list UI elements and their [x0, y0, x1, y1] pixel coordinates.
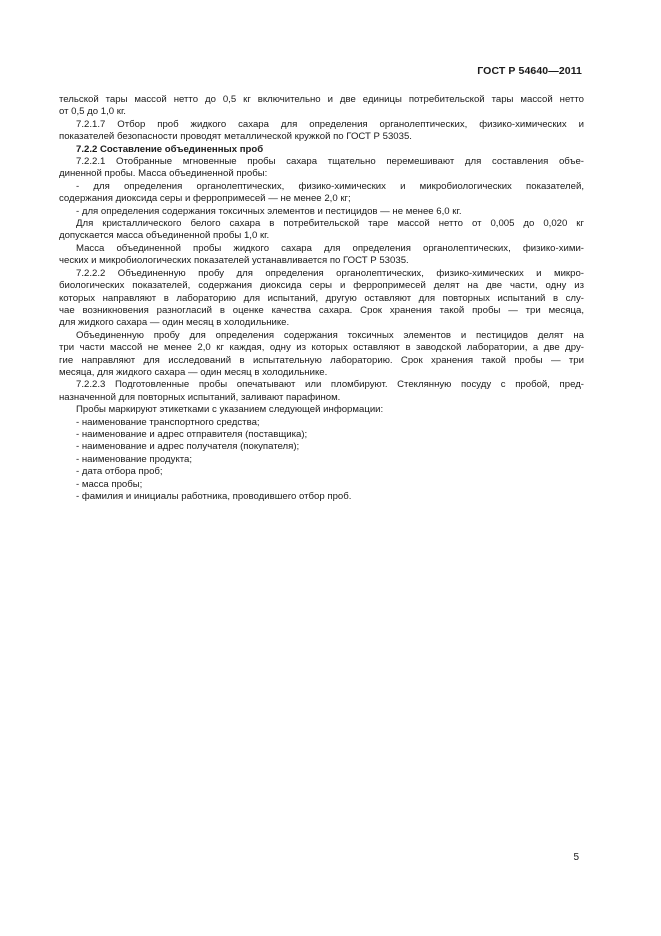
clause-7-2-2-2: 7.2.2.2 Объединенную пробу для определения органолептических, физико-химических и микро- — [76, 267, 584, 279]
clause-7-2-2-3: 7.2.2.3 Подготовленные пробы опечатывают или пломбируют. Стеклянную посуду с пробой, пред- — [76, 379, 584, 391]
list-item: - дата отбора проб; — [76, 466, 163, 478]
text-line: Пробы маркируют этикетками с указанием следующей информации: — [76, 404, 384, 416]
list-item: - наименование транспортного средства; — [76, 416, 260, 428]
clause-7-2-2-1: 7.2.2.1 Отобранные мгновенные пробы сахара тщательно перемешивают для составления объе- — [76, 156, 584, 168]
text-line: которых направляют в лабораторию для испытаний, другую оставляют для повторных испытаний в слу- — [59, 292, 584, 304]
text-line: содержания диоксида серы и ферропримесей — не менее 2,0 кг; — [59, 193, 351, 205]
text-line: ческих и микробиологических показателей устанавливается по ГОСТ Р 53035. — [59, 255, 409, 267]
list-item: - наименование и адрес отправителя (поставщика); — [76, 428, 308, 440]
text-line: от 0,5 до 1,0 кг. — [59, 106, 126, 118]
section-heading-7-2-2: 7.2.2 Составление объединенных проб — [76, 143, 264, 155]
list-item: - масса пробы; — [76, 478, 143, 490]
document-code-header: ГОСТ Р 54640—2011 — [477, 65, 582, 77]
list-item: - наименование продукта; — [76, 453, 193, 465]
text-line: Масса объединенной пробы жидкого сахара для определения органолептических, физико-хими- — [76, 242, 584, 254]
list-item: - для определения органолептических, физико-химических и микробиологических показателей, — [76, 180, 584, 192]
text-line: для жидкого сахара — один месяц в холодильнике. — [59, 317, 290, 329]
text-line: тельской тары массой нетто до 0,5 кг включительно и две единицы потребительской тары массой нетто — [59, 94, 584, 105]
text-line: биологических показателей, содержания диоксида серы и ферропримесей делят на две части, одну из — [59, 280, 584, 292]
text-line: назначенной для повторных испытаний, заливают парафином. — [59, 391, 341, 403]
list-item: - для определения содержания токсичных элементов и пестицидов — не менее 6,0 кг. — [76, 205, 462, 217]
clause-7-2-1-7: 7.2.1.7 Отбор проб жидкого сахара для определения органолептических, физико-химических и — [76, 118, 584, 130]
text-line: допускается масса объединенной пробы 1,0 кг. — [59, 230, 270, 242]
text-line: месяца, для жидкого сахара — один месяц в холодильнике. — [59, 366, 328, 378]
list-item: - наименование и адрес получателя (покупателя); — [76, 441, 300, 453]
document-body — [59, 94, 584, 503]
page-number: 5 — [573, 852, 579, 863]
text-line: гие направляют для исследований в испытательную лабораторию. Срок хранения такой пробы — три — [59, 354, 584, 366]
text-line: диненной пробы. Масса объединенной пробы: — [59, 168, 268, 180]
list-item: - фамилия и инициалы работника, проводившего отбор проб. — [76, 491, 352, 502]
text-line: показателей безопасности проводят металлической кружкой по ГОСТ Р 53035. — [59, 131, 412, 143]
text-line: Объединенную пробу для определения содержания токсичных элементов и пестицидов делят на — [76, 329, 584, 341]
text-line: Для кристаллического белого сахара в потребительской таре массой нетто от 0,005 до 0,020 кг — [76, 218, 584, 230]
text-line: три части массой не менее 2,0 кг каждая, одну из которых оставляют в заводской лаборатории, а две дру- — [59, 342, 584, 354]
text-line: чае возникновения разногласий в оценке качества сахара. Срок хранения такой пробы — три месяца, — [59, 304, 584, 316]
